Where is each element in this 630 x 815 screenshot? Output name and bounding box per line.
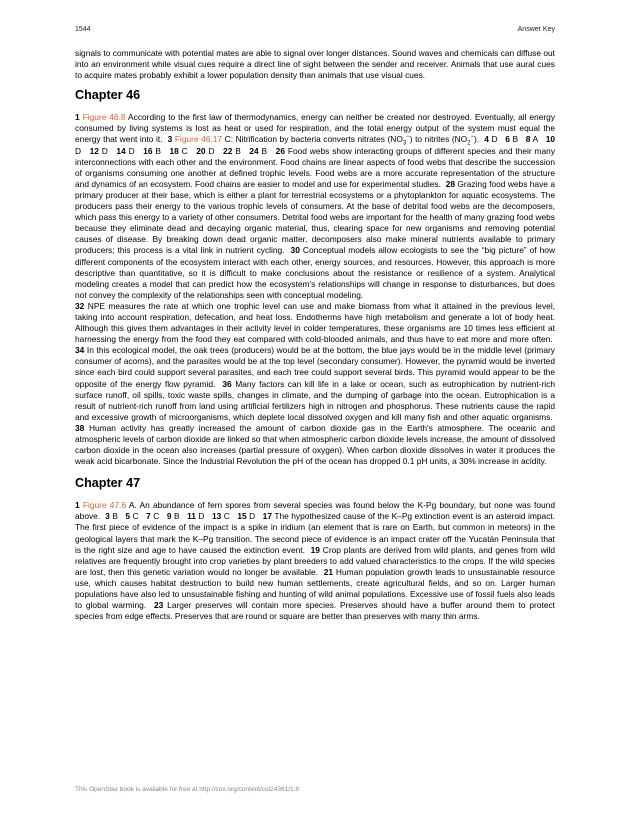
answer-number: 16 [143,145,153,156]
answer-text: Grazing food webs have a primary producer at their base, which is either a plant for terrestrial ecosystems or a phytoplankton for aquatic ecosystems. The producers pass their energy to the various trophic levels of consumers. At the base of detrital food webs are the decomposers, which pass this energy to a variety of other consumers. Detrital food webs are important for the health of many grazing food webs because they eliminate dead and decaying organic material, thus, clearing space for new organisms and removing potential causes of disease. By breaking down dead organic matter, decomposers also make mineral nutrients available to primary producers; this process is a vital link in nutrient cycling. [75,178,555,256]
answer-text: The hypothesized cause of the K–Pg extinction event is an asteroid impact. The first piece of evidence of the impact is a spike in iridium (an element that is rare on Earth, but common in meteors) in the geological layers that mark the K–Pg transition. The second piece of evidence is an impact crater off the Yucatán Peninsula that is the right size and age to have caused the extinction event. [75,511,556,555]
footer-note: This OpenStax book is available for free at http://cnx.org/content/col24361/1.8 [75,786,300,793]
answer-choice: D [98,145,108,156]
answer-number: 1 [75,112,80,123]
multiple-choice-answers [105,511,263,521]
answer-number: 4 [484,134,489,145]
answer-text: Many factors can kill life in a lake or ocean, such as eutrophication by nutrient-rich surface runoff, oil spills, toxic waste spills, changes in climate, and the dumping of garbage into the ocean. Eutrophication is a result of nutrient-rich runoff from land using artificial fertilizers high in nitrogen and phosphorus. These nutrients cause the rapid and excessive growth of microorganisms, which deplete local dissolved oxygen and kill many fish and other aquatic organisms. [75,378,556,422]
chapter-46-answers [75,112,555,467]
answer-choice: C [130,511,139,522]
answer-number: 36 [222,378,232,389]
answer-number: 18 [169,145,179,156]
page-number: 1544 [75,26,91,33]
answer-number: 13 [211,511,222,522]
answer-choice: D [205,145,215,156]
figure-link[interactable]: Figure 46.8 [82,112,126,123]
answer-text: Human activity has greatly increased the amount of carbon dioxide gas in the Earth's atmosphere. The oceanic and atmospheric levels of carbon dioxide are linked so that when atmospheric carbon dioxide levels increase, the amount of dissolved carbon dioxide in the ocean also increases (partial pressure of oxygen). When carbon dioxide dissolves in water it produces the weak acid bicarbonate. Since the Industrial Revolution the pH of the ocean has dropped 0.1 pH units, a 30% increase in acidity. [75,422,556,467]
answer-number: 14 [116,145,126,156]
answer-choice: C [150,511,160,522]
answer-choice: B [109,511,118,522]
answer-choice: D [125,145,135,156]
answer-text: According to the first law of thermodynamics, energy can neither be created nor destroyed. Eventually, all energy consumed by living systems is lost as heat or used for respiration, and the total energy output of the system must equal the energy that went into it. [75,112,556,145]
answer-text: In this ecological model, the oak trees (producers) would be at the bottom, the blue jays would be in the middle level (primary consumer of acorns), and the parasites would be at the top level (secondary consumer). However, the pyramid would be inverted since each bird could support several parasites, and each tree could support several birds. This pyramid would appear to be the opposite of the energy flow pyramid. [75,345,555,389]
answer-number: 15 [237,511,247,522]
intro-paragraph: signals to communicate with potential mates are able to signal over longer distances. Sound waves and chemicals can diffuse out into an environment while visual cues require a direct line of sight between the sender and receiver. Animals that use aural cues to acquire mates probably exhibit a lower population density than animals that use visual cues. [75,48,555,81]
running-header: Answer Key [517,26,555,33]
subscript: 2 [467,141,471,148]
answer-number: 19 [310,544,320,555]
answer-number: 1 [75,500,80,511]
figure-link[interactable]: Figure 47.6 [82,500,127,511]
answer-text: ) to nitrites (NO [409,134,468,145]
answer-text: Crop plants are derived from wild plants, and genes from wild relatives are frequently brought into crop varieties by plant breeders to add valued characteristics to the crops. If the wild species are lost, then this genetic variation would no longer be available. [75,544,555,577]
chapter-47-heading: Chapter 47 [75,476,141,491]
answer-text: Human population growth leads to unsustainable resource use, which causes habitat destruction to build new human settlements, create agricultural fields, and so on. Larger human populations have also led to unsustainable fishing and hunting of wild animal populations. Excessive use of fossil fuels also leads to global warming. [75,566,555,611]
answer-choice: B [232,145,241,156]
answer-number: 34 [75,345,85,356]
answer-choice: B [258,145,268,156]
answer-choice: C [178,145,188,156]
answer-number: 23 [153,600,164,611]
answer-number: 38 [75,422,85,433]
answer-number: 24 [249,145,259,156]
answer-text: C: Nitrification by bacteria converts nitrates (NO [224,134,403,145]
answer-number: 6 [505,134,510,145]
answer-text: Larger preserves will contain more species. Preserves should have a buffer around them to protect species from edge effects. Preserves that are round or square are better than preserves with many thin arms. [75,600,555,622]
superscript: − [470,134,475,141]
chapter-46-heading: Chapter 46 [75,88,141,103]
page-content [75,48,555,622]
answer-number: 7 [146,511,151,522]
answer-number: 22 [223,145,233,156]
figure-link[interactable]: Figure 46.17 [174,134,223,145]
answer-number: 3 [167,134,173,145]
answer-choice: B [152,145,161,156]
answer-number: 3 [105,511,110,522]
answer-text: A. An abundance of fern spores from several species was found below the K-Pg boundary, but none was found above. [75,500,555,522]
answer-choice: D [195,511,205,522]
answer-choice: B [509,134,519,145]
answer-number: 28 [445,178,456,189]
answer-choice: D [488,134,498,145]
answer-choice: C [221,511,230,522]
answer-number: 26 [275,145,285,156]
answer-number: 8 [525,134,531,145]
answer-choice: B [171,511,180,522]
subscript: 3 [402,141,407,148]
answer-number: 21 [323,566,334,577]
answer-choice: A [530,134,539,145]
answer-text: ). [474,134,480,145]
answer-number: 20 [196,145,206,156]
answer-number: 17 [262,511,272,522]
answer-number: 5 [125,511,131,522]
answer-text: Conceptual models allow ecologists to see the “big picture” of how different components of the ecosystem interact with each other, energy sources, and resources. However, this approach is more descriptive than quantitative, so it is difficult to make conclusions about the resistance or resilience of a system. Analytical modeling creates a model that can predict how the ecosystem's relationships will change in response to disturbances, but does not convey the complexity of the relationships seen with conceptual modeling. [75,245,556,300]
answer-number: 30 [290,245,300,256]
answer-number: 32 [75,300,85,311]
answer-number: 9 [166,511,172,522]
answer-text: NPE measures the rate at which one trophic level can use and make biomass from what it attained in the previous level, taking into account respiration, defecation, and heat loss. Endotherms have high metabolism and generate a lot of body heat. Although this gives them advantages in their activity level in colder temperatures, these organisms are 10 times less efficient at harnessing the energy from the food they eat compared with cold-blooded animals, and thus have to eat more and more often. [75,300,556,345]
answer-number: 12 [89,145,99,156]
answer-choice: D [246,511,256,522]
answer-choice: D [75,145,82,156]
chapter-47-answers [75,500,555,622]
answer-number: 11 [187,511,196,522]
superscript: − [406,134,410,141]
answer-text: Food webs show interacting groups of different species and their many interconnections with each other and the environment. Food chains are linear aspects of food webs that describe the succession of organisms consuming one another at defined trophic levels. Food webs are a more accurate representation of the structure and dynamics of an ecosystem. Food chains are easier to model and use for experimental studies. [75,145,556,189]
answer-number: 10 [545,134,556,145]
